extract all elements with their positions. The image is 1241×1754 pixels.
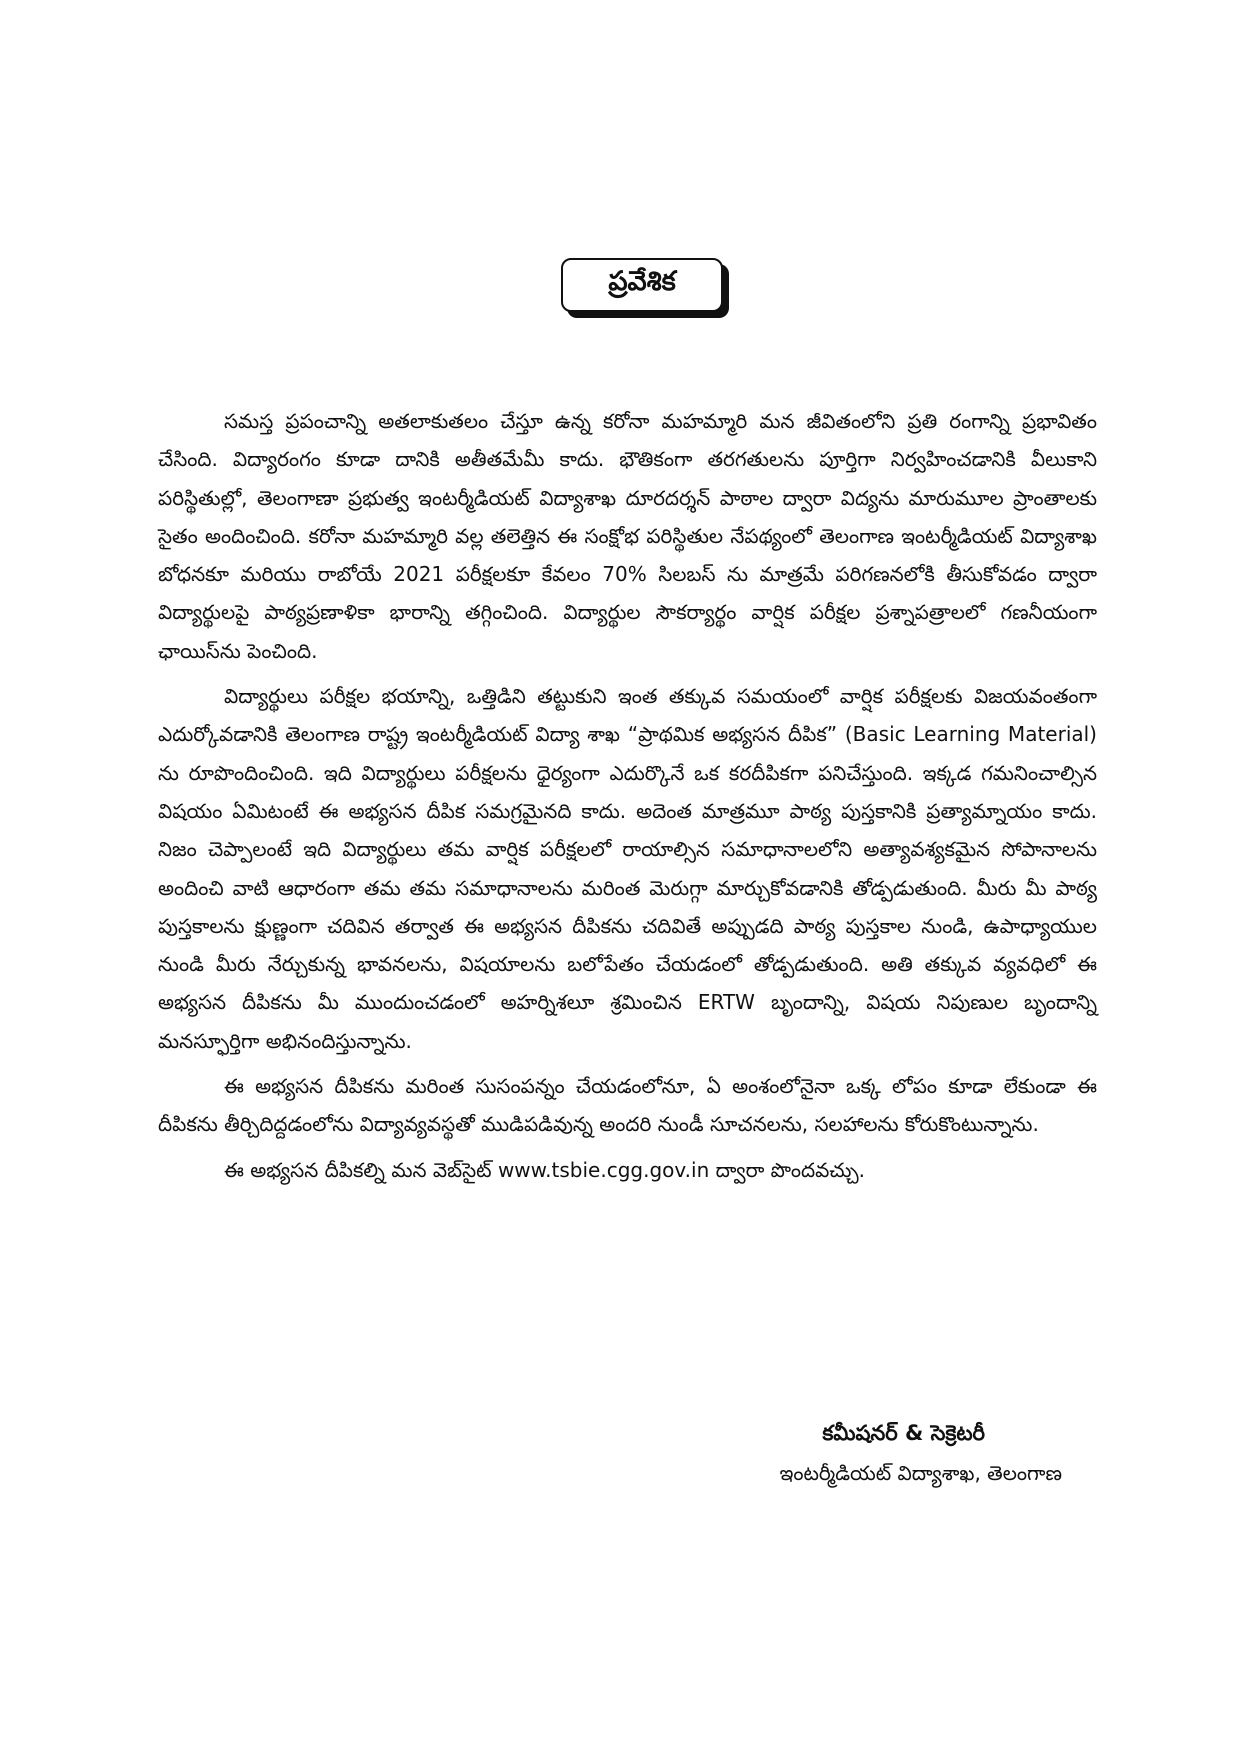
- page-title: ప్రవేశిక: [561, 258, 723, 312]
- signatory-title: కమీషనర్ & సెక్రెటరీ: [822, 1421, 985, 1445]
- signature-block: [780, 1416, 1062, 1490]
- paragraph: సమస్త ప్రపంచాన్ని అతలాకుతలం చేస్తూ ఉన్న కరోనా మహమ్మారి మన జీవితంలోని ప్రతి రంగాన్ని ప్రభావితం చేసింది. విద్యారంగం కూడా దానికి అతీతమేమీ కాదు. భౌతికంగా తరగతులను పూర్తిగా నిర్వహించడానికి వీలుకాని పరిస్థితుల్లో, తెలంగాణా ప్రభుత్వ ఇంటర్మీడియట్ విద్యాశాఖ దూరదర్శన్ పాఠాల ద్వారా విద్యను మారుమూల ప్రాంతాలకు సైతం అందించింది. కరోనా మహమ్మారి వల్ల తలెత్తిన ఈ సంక్షోభ పరిస్థితుల నేపథ్యంలో తెలంగాణ ఇంటర్మీడియట్ విద్యాశాఖ బోధనకూ మరియు రాబోయే 2021 పరీక్షలకూ కేవలం 70% సిలబస్ ను మాత్రమే పరిగణనలోకి తీసుకోవడం ద్వారా విద్యార్థులపై పాఠ్యప్రణాళికా భారాన్ని తగ్గించింది. విద్యార్థుల సౌకర్యార్థం వార్షిక పరీక్షల ప్రశ్నాపత్రాలలో గణనీయంగా ఛాయిస్‌ను పెంచింది.: [158, 409, 1097, 663]
- title-frame: [561, 258, 729, 318]
- body-text: [158, 402, 1097, 1196]
- paragraph: ఈ అభ్యసన దీపికల్ని మన వెబ్‌సైట్ www.tsbie.cgg.gov.in ద్వారా పొందవచ్చు.: [224, 1157, 866, 1182]
- signatory-department: ఇంటర్మీడియట్ విద్యాశాఖ, తెలంగాణ: [779, 1461, 1062, 1485]
- paragraph: విద్యార్థులు పరీక్షల భయాన్ని, ఒత్తిడిని తట్టుకుని ఇంత తక్కువ సమయంలో వార్షిక పరీక్షలకు విజయవంతంగా ఎదుర్కోవడానికి తెలంగాణ రాష్ట్ర ఇంటర్మీడియట్ విద్యా శాఖ “ప్రాథమిక అభ్యసన దీపిక” (Basic Learning Material) ను రూపొందించింది. ఇది విద్యార్థులు పరీక్షలను ధైర్యంగా ఎదుర్కొనే ఒక కరదీపికగా పనిచేస్తుంది. ఇక్కడ గమనించాల్సిన విషయం ఏమిటంటే ఈ అభ్యసన దీపిక సమగ్రమైనది కాదు. అదెంత మాత్రమూ పాఠ్య పుస్తకానికి ప్రత్యామ్నాయం కాదు. నిజం చెప్పాలంటే ఇది విద్యార్థులు తమ వార్షిక పరీక్షలలో రాయాల్సిన సమాధానాలలోని అత్యావశ్యకమైన సోపానాలను అందించి వాటి ఆధారంగా తమ తమ సమాధానాలను మరింత మెరుగ్గా మార్చుకోవడానికి తోడ్పడుతుంది. మీరు మీ పాఠ్య పుస్తకాలను క్షుణ్ణంగా చదివిన తర్వాత ఈ అభ్యసన దీపికను చదివితే అప్పుడది పాఠ్య పుస్తకాల నుండి, ఉపాధ్యాయుల నుండి మీరు నేర్చుకున్న భావనలను, విషయాలను బలోపేతం చేయడంలో తోడ్పడుతుంది. అతి తక్కువ వ్యవధిలో ఈ అభ్యసన దీపికను మీ ముందుంచడంలో అహర్నిశలూ శ్రమించిన ERTW బృందాన్ని, విషయ నిపుణుల బృందాన్ని మనస్ఫూర్తిగా అభినందిస్తున్నాను.: [158, 684, 1097, 1053]
- paragraph: ఈ అభ్యసన దీపికను మరింత సుసంపన్నం చేయడంలోనూ, ఏ అంశంలోనైనా ఒక్క లోపం కూడా లేకుండా ఈ దీపికను తీర్చిదిద్దడంలోను విద్యావ్యవస్థతో ముడిపడివున్న అందరి నుండీ సూచనలను, సలహాలను కోరుకొంటున్నాను.: [158, 1074, 1097, 1137]
